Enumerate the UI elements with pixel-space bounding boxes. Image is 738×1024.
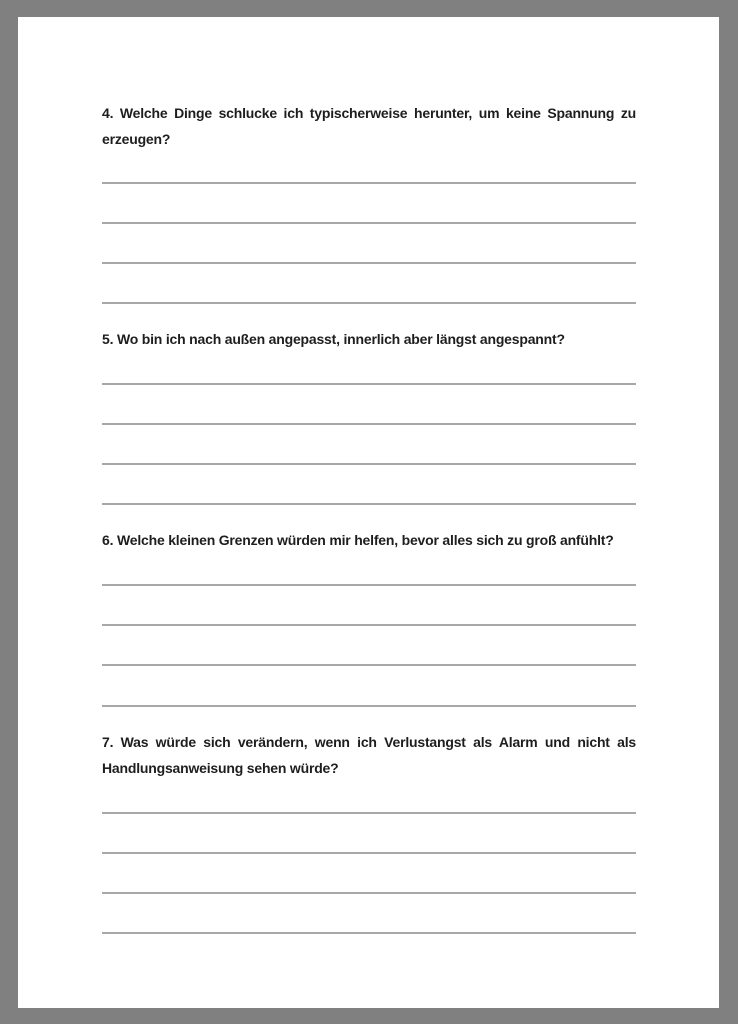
answer-line[interactable] <box>102 892 636 894</box>
answer-line[interactable] <box>102 423 636 425</box>
answer-line[interactable] <box>102 503 636 505</box>
answer-line[interactable] <box>102 262 636 264</box>
answer-line[interactable] <box>102 932 636 934</box>
answer-line[interactable] <box>102 624 636 626</box>
answer-line[interactable] <box>102 705 636 707</box>
question-6: 6. Welche kleinen Grenzen würden mir helfen, bevor alles sich zu groß anfühlt? <box>102 532 614 548</box>
answer-line[interactable] <box>102 302 636 304</box>
question-5: 5. Wo bin ich nach außen angepasst, innerlich aber längst angespannt? <box>102 331 565 347</box>
question-4: 4. Welche Dinge schlucke ich typischerweise herunter, um keine Spannung zu erzeugen? <box>102 105 636 147</box>
answer-line[interactable] <box>102 812 636 814</box>
answer-line[interactable] <box>102 463 636 465</box>
answer-line[interactable] <box>102 182 636 184</box>
answer-line[interactable] <box>102 584 636 586</box>
question-7: 7. Was würde sich verändern, wenn ich Verlustangst als Alarm und nicht als Handlungsanweisung sehen würde? <box>102 734 636 776</box>
answer-line[interactable] <box>102 222 636 224</box>
worksheet-page <box>18 17 719 1008</box>
answer-line[interactable] <box>102 852 636 854</box>
answer-line[interactable] <box>102 383 636 385</box>
answer-line[interactable] <box>102 664 636 666</box>
